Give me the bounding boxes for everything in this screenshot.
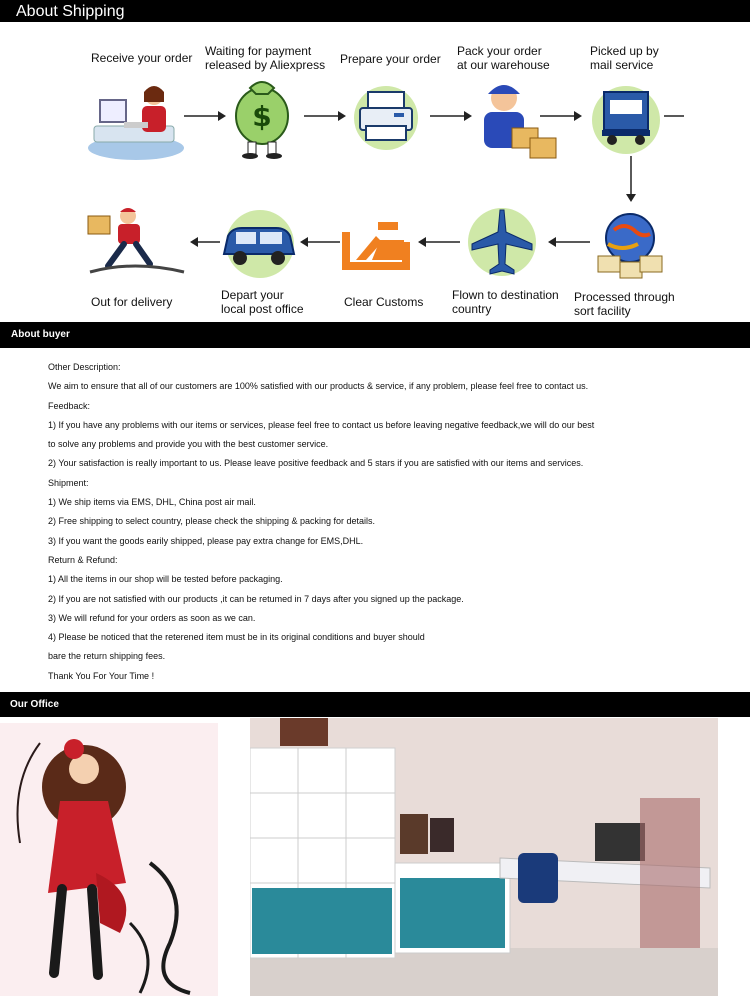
globe-mail-icon [594,204,666,284]
arrow-right-1 [184,110,226,122]
arrow-left-2 [300,236,340,248]
desc-line: 1) We ship items via EMS, DHL, China post air mail. [48,497,256,508]
about-buyer-title: About buyer [11,329,70,340]
arrow-right-2 [304,110,346,122]
desc-line: Shipment: [48,477,89,488]
airplane-icon [462,202,542,282]
step-label-prepare: Prepare your order [340,52,441,66]
truck-icon [590,78,662,158]
our-office-header [0,692,750,717]
desc-line: We aim to ensure that all of our customers are 100% satisfied with our products & service, if any problem, please feel free to contact us. [48,381,589,392]
arrow-right-4 [540,110,582,122]
step-label-delivery: Out for delivery [91,295,173,309]
desc-line: Feedback: [48,400,91,411]
desc-line: Other Description: [48,362,121,372]
step-label-flown: Flown to destination country [452,288,559,316]
step-label-sort: Processed through sort facility [574,290,675,318]
desc-line: 2) If you are not satisfied with our products ,it can be retumed in 7 days after you signed up the package. [48,593,464,604]
desc-line: bare the return shipping fees. [48,651,166,662]
arrow-left-4 [548,236,590,248]
customs-officer-icon [342,222,412,276]
arrow-left-3 [418,236,460,248]
about-shipping-header [0,0,750,22]
arrow-right-3 [430,110,472,122]
desc-line: 1) If you have any problems with our items or services, please feel free to contact us before leaving negative feedback,we will do our best [48,419,595,430]
about-buyer-header [0,322,750,348]
arrow-down [625,156,637,202]
courier-running-icon [84,206,188,282]
desc-line: 3) If you want the goods earily shipped, please pay extra change for EMS,DHL. [48,535,364,546]
our-office-title: Our Office [10,699,59,710]
desc-line: 3) We will refund for your orders as soon as we can. [48,612,256,623]
arrow-left-1 [190,236,220,248]
office-room-photo [250,718,718,996]
step-label-depart: Depart your local post office [221,288,304,316]
step-label-payment: Waiting for payment released by Aliexpress [205,44,326,72]
desc-line: 1) All the items in our shop will be tested before packaging. [48,574,283,585]
step-label-receive: Receive your order [91,51,193,65]
money-bag-icon [228,72,296,162]
desc-line: 2) Free shipping to select country, please check the shipping & packing for details. [48,516,376,527]
desc-line: Thank You For Your Time ! [48,670,155,681]
svg-text:$: $ [252,100,272,133]
fashion-girl-illustration [0,723,218,996]
arrow-right-tail [664,110,684,122]
step-label-customs: Clear Customs [344,295,424,309]
buyer-description [48,358,728,686]
desc-line: 4) Please be noticed that the reterened item must be in its original conditions and buyer should [48,632,425,643]
printer-icon [350,78,422,154]
desc-line: Return & Refund: [48,554,118,565]
desc-line: 2) Your satisfaction is really important to us. Please leave positive feedback and 5 stars if you are satisfied with our items and services. [48,458,584,469]
computer-worker-icon [84,82,188,162]
about-shipping-title: About Shipping [16,3,125,20]
car-icon [218,206,300,282]
step-label-pack: Pack your order at our warehouse [457,44,550,72]
step-label-pickup: Picked up by mail service [590,44,659,72]
desc-line: to solve any problems and provide you with the best customer service. [48,439,329,450]
shipping-flow-diagram [0,22,750,322]
